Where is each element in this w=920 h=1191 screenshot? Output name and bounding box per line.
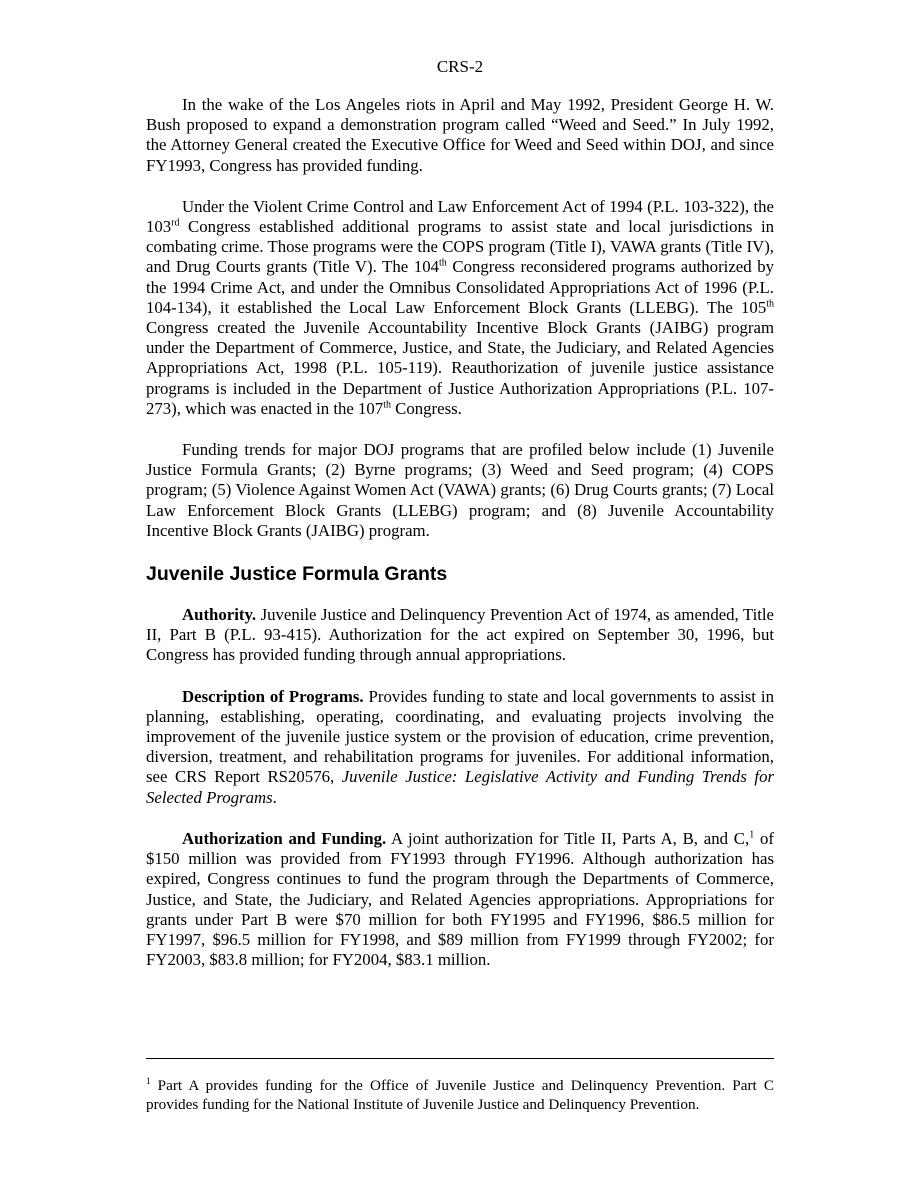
paragraph-text: Congress. <box>390 398 462 418</box>
run-in-label: Authorization and Funding. <box>182 828 387 848</box>
paragraph-description <box>146 687 774 808</box>
page-number: CRS-2 <box>436 57 484 76</box>
footnote-reference[interactable]: 1 <box>749 829 755 841</box>
paragraph-text: Congress created the Juvenile Accountability Incentive Block Grants (JAIBG) program under the Department of Commerce, Justice, and State, the Judiciary, and Related Agencies Appropriations Act, 1998 (P.L. 105-119). Reauthorization of juvenile justice assistance programs is included in the Department of Justice Authorization Appropriations (P.L. 107-273), which was enacted in the 107 <box>146 318 774 418</box>
paragraph-text: Provides funding to state and local governments to assist in planning, establishing, operating, coordinating, and evaluating projects involving the improvement of the juvenile justice system or the provision of education, crime prevention, diversion, treatment, and rehabilitation programs for juveniles. For additional information, see CRS Report RS20576, <box>146 686 774 787</box>
ordinal-suffix: th <box>383 399 391 411</box>
report-title: Juvenile Justice: Legislative Activity and Funding Trends for Selected Programs <box>146 767 774 807</box>
run-in-label: Authority. <box>182 605 257 625</box>
paragraph-authority <box>146 605 774 666</box>
paragraph-text: A joint authorization for Title II, Parts A, B, and C, <box>386 828 750 848</box>
ordinal-suffix: th <box>766 298 774 310</box>
paragraph-crime-act <box>146 197 774 419</box>
ordinal-suffix: th <box>439 257 447 269</box>
paragraph-text: . <box>272 787 277 807</box>
footnote-text: Part A provides funding for the Office of Juvenile Justice and Delinquency Prevention. Part C provides funding for the National Institute of Juvenile Justice and Delinquency Prevention. <box>146 1077 774 1113</box>
paragraph-text: Juvenile Justice and Delinquency Prevention Act of 1974, as amended, Title II, Part B (P.L. 93-415). Authorization for the act expired on September 30, 1996, but Congress has provided funding through annual appropriations. <box>146 605 774 665</box>
paragraph-text: of $150 million was provided from FY1993 through FY1996. Although authorization has expired, Congress continues to fund the program through the Departments of Commerce, Justice, and State, the Judiciary, and Related Agencies appropriations. Appropriations for grants under Part B were $70 million for both FY1995 and FY1996, $86.5 million for FY1997, $96.5 million for FY1998, and $89 million from FY1999 through FY2002; for FY2003, $83.8 million; for FY2004, $83.1 million. <box>146 828 774 970</box>
footnote-marker: 1 <box>146 1075 151 1086</box>
ordinal-suffix: rd <box>171 217 180 229</box>
run-in-label: Description of Programs. <box>182 686 364 706</box>
footnote <box>146 1076 774 1114</box>
paragraph-text: Congress reconsidered programs authorized by the 1994 Crime Act, and under the Omnibus Consolidated Appropriations Act of 1996 (P.L. 104-134), it established the Local Law Enforcement Block Grants (LLEBG). The 105 <box>146 257 774 317</box>
paragraph-weed-and-seed: In the wake of the Los Angeles riots in April and May 1992, President George H. W. Bush proposed to expand a demonstration program called “Weed and Seed.” In July 1992, the Attorney General created the Executive Office for Weed and Seed within DOJ, and since FY1993, Congress has provided funding. <box>146 95 774 175</box>
paragraph-text: Under the Violent Crime Control and Law Enforcement Act of 1994 (P.L. 103-322), the 103 <box>146 196 774 237</box>
paragraph-text: Congress established additional programs to assist state and local jurisdictions in combating crime. Those programs were the COPS program (Title I), VAWA grants (Title IV), and Drug Courts grants (Title V). The 104 <box>146 217 774 277</box>
paragraph-authorization-funding <box>146 829 774 970</box>
document-body <box>146 95 774 991</box>
section-heading: Juvenile Justice Formula Grants <box>146 563 448 586</box>
footnote-divider <box>146 1058 774 1059</box>
paragraph-funding-trends: Funding trends for major DOJ programs that are profiled below include (1) Juvenile Justice Formula Grants; (2) Byrne programs; (3) Weed and Seed program; (4) COPS program; (5) Violence Against Women Act (VAWA) grants; (6) Drug Courts grants; (7) Local Law Enforcement Block Grants (LLEBG) program; and (8) Juvenile Accountability Incentive Block Grants (JAIBG) program. <box>146 440 774 540</box>
